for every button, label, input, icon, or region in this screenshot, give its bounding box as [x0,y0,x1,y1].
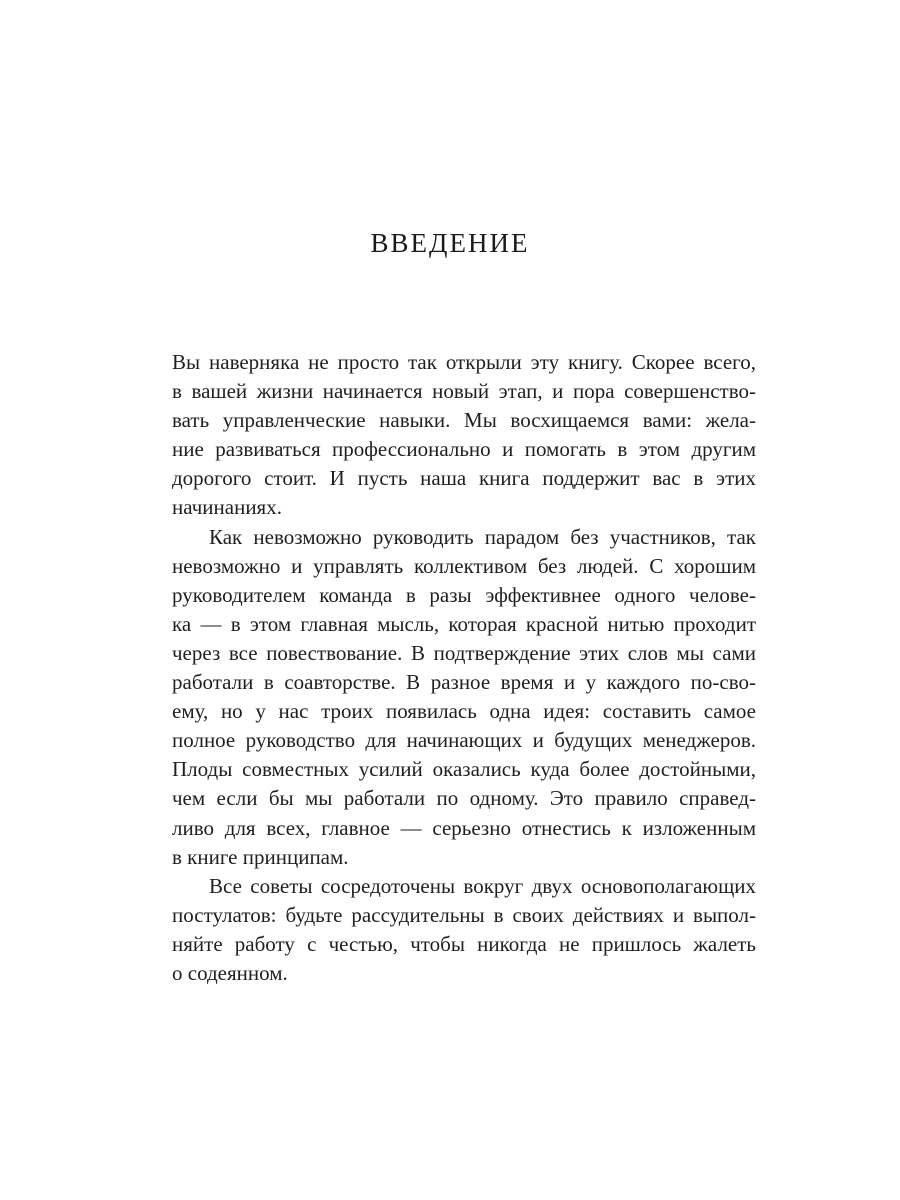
text-line: начинаниях. [172,495,282,520]
text-line: Вы наверняка не просто так открыли эту книгу. Скорее всего, [172,350,756,374]
text-line: полное руководство для начинающих и будущих менеджеров. [172,728,756,753]
text-line: Все советы сосредоточены вокруг двух основополагающих [209,873,756,898]
text-line: через все повествование. В подтверждение этих слов мы сами [172,640,756,665]
text-line: в вашей жизни начинается новый этап, и пора совершенство- [172,379,756,404]
text-line: няйте работу с честью, чтобы никогда не пришлось жалеть [172,931,756,956]
text-line: ему, но у нас троих появилась одна идея: составить самое [172,699,756,724]
paragraph-2 [172,523,756,872]
text-line: ка — в этом главная мысль, которая красной нитью проходит [172,611,756,636]
text-line: работали в соавторстве. В разное время и у каждого по-сво- [172,670,756,695]
text-line: ливо для всех, главное — серьезно отнестись к изложенным [172,815,756,840]
text-line: вать управленческие навыки. Мы восхищаемся вами: жела- [172,408,756,433]
chapter-title: ВВЕДЕНИЕ [370,228,530,258]
text-line: дорогого стоит. И пусть наша книга поддержит вас в этих [172,466,756,491]
body-text [172,348,756,988]
text-line: ние развиваться профессионально и помогать в этом другим [172,437,756,462]
text-line: постулатов: будьте рассудительны в своих действиях и выпол- [172,902,756,927]
text-line: руководителем команда в разы эффективнее одного челове- [172,582,756,607]
text-line: чем если бы мы работали по одному. Это правило справед- [172,786,756,811]
paragraph-3 [172,872,756,988]
text-line: в книге принципам. [172,844,349,869]
paragraph-1 [172,348,756,523]
text-line: Плоды совместных усилий оказались куда более достойными, [172,757,756,782]
text-line: о содеянном. [172,960,288,985]
text-line: Как невозможно руководить парадом без участников, так [209,524,756,549]
text-line: невозможно и управлять коллективом без людей. С хорошим [172,553,756,578]
